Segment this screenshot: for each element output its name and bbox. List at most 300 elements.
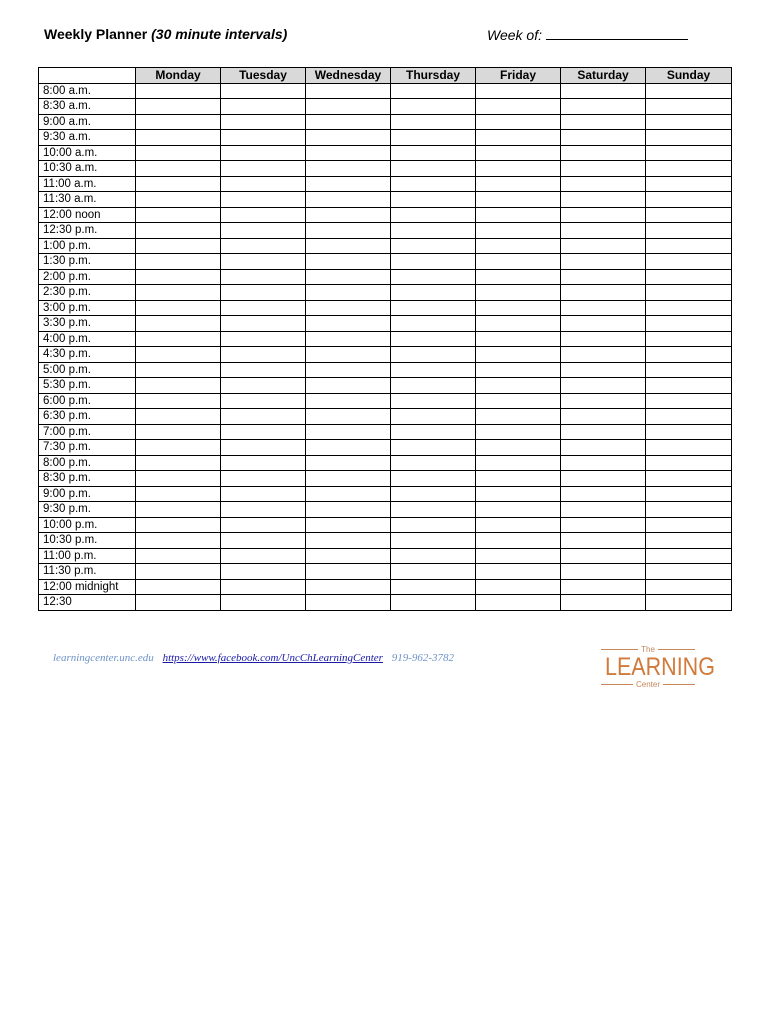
- table-row: [39, 471, 732, 487]
- slot-cell[interactable]: [561, 486, 646, 502]
- slot-cell[interactable]: [646, 300, 732, 316]
- time-label: 11:00 a.m.: [39, 176, 136, 192]
- slot-cell[interactable]: [221, 300, 306, 316]
- table-row: [39, 393, 732, 409]
- day-header-thursday: Thursday: [391, 68, 476, 84]
- week-of-label: Week of:: [487, 27, 542, 43]
- slot-cell[interactable]: [221, 502, 306, 518]
- slot-cell[interactable]: [476, 269, 561, 285]
- slot-cell[interactable]: [136, 393, 221, 409]
- slot-cell[interactable]: [476, 378, 561, 394]
- slot-cell[interactable]: [136, 130, 221, 146]
- slot-cell[interactable]: [136, 114, 221, 130]
- time-label: 2:30 p.m.: [39, 285, 136, 301]
- slot-cell[interactable]: [306, 393, 391, 409]
- slot-cell[interactable]: [646, 223, 732, 239]
- slot-cell[interactable]: [646, 362, 732, 378]
- slot-cell[interactable]: [561, 238, 646, 254]
- slot-cell[interactable]: [561, 579, 646, 595]
- slot-cell[interactable]: [476, 579, 561, 595]
- slot-cell[interactable]: [646, 192, 732, 208]
- time-label: 7:30 p.m.: [39, 440, 136, 456]
- slot-cell[interactable]: [136, 378, 221, 394]
- slot-cell[interactable]: [306, 238, 391, 254]
- table-row: [39, 114, 732, 130]
- time-label: 9:30 p.m.: [39, 502, 136, 518]
- table-row: [39, 595, 732, 611]
- slot-cell[interactable]: [306, 83, 391, 99]
- footer-facebook-link[interactable]: https://www.facebook.com/UncChLearningCenter: [162, 652, 383, 664]
- slot-cell[interactable]: [391, 471, 476, 487]
- slot-cell[interactable]: [476, 393, 561, 409]
- slot-cell[interactable]: [221, 362, 306, 378]
- logo-bottom-line: [598, 680, 698, 689]
- time-label: 9:30 a.m.: [39, 130, 136, 146]
- time-label: 8:00 p.m.: [39, 455, 136, 471]
- slot-cell[interactable]: [136, 316, 221, 332]
- slot-cell[interactable]: [646, 130, 732, 146]
- header-row: [39, 68, 732, 84]
- slot-cell[interactable]: [476, 455, 561, 471]
- slot-cell[interactable]: [561, 207, 646, 223]
- time-label: 9:00 a.m.: [39, 114, 136, 130]
- slot-cell[interactable]: [646, 238, 732, 254]
- slot-cell[interactable]: [561, 595, 646, 611]
- slot-cell[interactable]: [306, 192, 391, 208]
- slot-cell[interactable]: [561, 409, 646, 425]
- slot-cell[interactable]: [646, 83, 732, 99]
- slot-cell[interactable]: [561, 331, 646, 347]
- slot-cell[interactable]: [561, 362, 646, 378]
- slot-cell[interactable]: [136, 548, 221, 564]
- slot-cell[interactable]: [561, 99, 646, 115]
- week-of-field[interactable]: [546, 26, 688, 40]
- slot-cell[interactable]: [391, 378, 476, 394]
- time-label: 11:30 a.m.: [39, 192, 136, 208]
- week-of: [487, 26, 688, 43]
- slot-cell[interactable]: [561, 517, 646, 533]
- time-label: 7:00 p.m.: [39, 424, 136, 440]
- slot-cell[interactable]: [306, 114, 391, 130]
- table-row: [39, 83, 732, 99]
- slot-cell[interactable]: [306, 517, 391, 533]
- slot-cell[interactable]: [391, 192, 476, 208]
- slot-cell[interactable]: [561, 548, 646, 564]
- slot-cell[interactable]: [306, 130, 391, 146]
- slot-cell[interactable]: [136, 83, 221, 99]
- slot-cell[interactable]: [476, 362, 561, 378]
- slot-cell[interactable]: [646, 440, 732, 456]
- slot-cell[interactable]: [561, 254, 646, 270]
- table-row: [39, 285, 732, 301]
- slot-cell[interactable]: [136, 269, 221, 285]
- slot-cell[interactable]: [221, 176, 306, 192]
- slot-cell[interactable]: [391, 579, 476, 595]
- slot-cell[interactable]: [476, 440, 561, 456]
- slot-cell[interactable]: [306, 285, 391, 301]
- slot-cell[interactable]: [561, 176, 646, 192]
- slot-cell[interactable]: [221, 99, 306, 115]
- slot-cell[interactable]: [476, 161, 561, 177]
- slot-cell[interactable]: [391, 455, 476, 471]
- slot-cell[interactable]: [221, 285, 306, 301]
- time-label: 6:00 p.m.: [39, 393, 136, 409]
- slot-cell[interactable]: [136, 517, 221, 533]
- table-row: [39, 347, 732, 363]
- table-row: [39, 176, 732, 192]
- time-label: 4:30 p.m.: [39, 347, 136, 363]
- slot-cell[interactable]: [646, 145, 732, 161]
- slot-cell[interactable]: [646, 285, 732, 301]
- slot-cell[interactable]: [646, 517, 732, 533]
- slot-cell[interactable]: [221, 486, 306, 502]
- slot-cell[interactable]: [476, 300, 561, 316]
- slot-cell[interactable]: [646, 579, 732, 595]
- slot-cell[interactable]: [561, 161, 646, 177]
- slot-cell[interactable]: [561, 378, 646, 394]
- slot-cell[interactable]: [136, 440, 221, 456]
- slot-cell[interactable]: [136, 595, 221, 611]
- slot-cell[interactable]: [561, 347, 646, 363]
- slot-cell[interactable]: [221, 316, 306, 332]
- slot-cell[interactable]: [221, 145, 306, 161]
- logo-main-text: LEARNING: [605, 653, 715, 681]
- slot-cell[interactable]: [306, 579, 391, 595]
- slot-cell[interactable]: [561, 83, 646, 99]
- slot-cell[interactable]: [561, 502, 646, 518]
- slot-cell[interactable]: [306, 269, 391, 285]
- slot-cell[interactable]: [476, 517, 561, 533]
- slot-cell[interactable]: [476, 130, 561, 146]
- slot-cell[interactable]: [391, 409, 476, 425]
- table-row: [39, 300, 732, 316]
- slot-cell[interactable]: [391, 207, 476, 223]
- slot-cell[interactable]: [136, 486, 221, 502]
- slot-cell[interactable]: [391, 362, 476, 378]
- slot-cell[interactable]: [646, 254, 732, 270]
- slot-cell[interactable]: [221, 471, 306, 487]
- slot-cell[interactable]: [136, 362, 221, 378]
- slot-cell[interactable]: [306, 347, 391, 363]
- slot-cell[interactable]: [306, 440, 391, 456]
- slot-cell[interactable]: [646, 533, 732, 549]
- slot-cell[interactable]: [476, 316, 561, 332]
- slot-cell[interactable]: [136, 192, 221, 208]
- slot-cell[interactable]: [221, 83, 306, 99]
- day-header-wednesday: Wednesday: [306, 68, 391, 84]
- slot-cell[interactable]: [221, 331, 306, 347]
- slot-cell[interactable]: [306, 548, 391, 564]
- slot-cell[interactable]: [221, 223, 306, 239]
- time-label: 2:00 p.m.: [39, 269, 136, 285]
- slot-cell[interactable]: [476, 207, 561, 223]
- slot-cell[interactable]: [646, 176, 732, 192]
- slot-cell[interactable]: [136, 424, 221, 440]
- slot-cell[interactable]: [136, 331, 221, 347]
- slot-cell[interactable]: [136, 285, 221, 301]
- slot-cell[interactable]: [136, 564, 221, 580]
- slot-cell[interactable]: [391, 393, 476, 409]
- time-label: 12:30 p.m.: [39, 223, 136, 239]
- slot-cell[interactable]: [391, 254, 476, 270]
- footer-phone: 919-962-3782: [391, 652, 455, 664]
- slot-cell[interactable]: [476, 595, 561, 611]
- table-row: [39, 316, 732, 332]
- slot-cell[interactable]: [646, 161, 732, 177]
- table-row: [39, 486, 732, 502]
- slot-cell[interactable]: [221, 130, 306, 146]
- time-label: 10:00 p.m.: [39, 517, 136, 533]
- slot-cell[interactable]: [476, 285, 561, 301]
- slot-cell[interactable]: [221, 269, 306, 285]
- slot-cell[interactable]: [221, 579, 306, 595]
- slot-cell[interactable]: [476, 533, 561, 549]
- slot-cell[interactable]: [136, 300, 221, 316]
- slot-cell[interactable]: [136, 455, 221, 471]
- slot-cell[interactable]: [561, 285, 646, 301]
- slot-cell[interactable]: [306, 424, 391, 440]
- slot-cell[interactable]: [221, 409, 306, 425]
- slot-cell[interactable]: [306, 161, 391, 177]
- planner-table: [38, 67, 732, 611]
- slot-cell[interactable]: [391, 440, 476, 456]
- slot-cell[interactable]: [391, 564, 476, 580]
- slot-cell[interactable]: [561, 564, 646, 580]
- slot-cell[interactable]: [391, 533, 476, 549]
- slot-cell[interactable]: [136, 502, 221, 518]
- slot-cell[interactable]: [306, 486, 391, 502]
- slot-cell[interactable]: [221, 347, 306, 363]
- slot-cell[interactable]: [221, 564, 306, 580]
- slot-cell[interactable]: [476, 471, 561, 487]
- slot-cell[interactable]: [476, 347, 561, 363]
- slot-cell[interactable]: [561, 300, 646, 316]
- slot-cell[interactable]: [136, 99, 221, 115]
- slot-cell[interactable]: [476, 238, 561, 254]
- slot-cell[interactable]: [391, 595, 476, 611]
- time-label: 10:30 a.m.: [39, 161, 136, 177]
- slot-cell[interactable]: [221, 517, 306, 533]
- day-header-monday: Monday: [136, 68, 221, 84]
- slot-cell[interactable]: [561, 192, 646, 208]
- slot-cell[interactable]: [136, 471, 221, 487]
- slot-cell[interactable]: [221, 238, 306, 254]
- slot-cell[interactable]: [391, 161, 476, 177]
- slot-cell[interactable]: [646, 548, 732, 564]
- table-row: [39, 517, 732, 533]
- slot-cell[interactable]: [136, 145, 221, 161]
- slot-cell[interactable]: [476, 548, 561, 564]
- slot-cell[interactable]: [561, 455, 646, 471]
- slot-cell[interactable]: [391, 347, 476, 363]
- slot-cell[interactable]: [221, 207, 306, 223]
- slot-cell[interactable]: [646, 316, 732, 332]
- slot-cell[interactable]: [306, 595, 391, 611]
- slot-cell[interactable]: [221, 455, 306, 471]
- slot-cell[interactable]: [306, 254, 391, 270]
- slot-cell[interactable]: [646, 207, 732, 223]
- slot-cell[interactable]: [306, 331, 391, 347]
- table-row: [39, 455, 732, 471]
- slot-cell[interactable]: [391, 486, 476, 502]
- slot-cell[interactable]: [306, 502, 391, 518]
- logo-bottom-text: Center: [636, 680, 661, 689]
- slot-cell[interactable]: [476, 254, 561, 270]
- slot-cell[interactable]: [646, 564, 732, 580]
- slot-cell[interactable]: [136, 409, 221, 425]
- slot-cell[interactable]: [136, 161, 221, 177]
- slot-cell[interactable]: [221, 192, 306, 208]
- slot-cell[interactable]: [391, 316, 476, 332]
- slot-cell[interactable]: [391, 285, 476, 301]
- slot-cell[interactable]: [306, 455, 391, 471]
- table-row: [39, 378, 732, 394]
- title-subtitle: (30 minute intervals): [151, 26, 288, 42]
- slot-cell[interactable]: [136, 579, 221, 595]
- slot-cell[interactable]: [646, 114, 732, 130]
- slot-cell[interactable]: [306, 362, 391, 378]
- slot-cell[interactable]: [646, 393, 732, 409]
- time-label: 10:30 p.m.: [39, 533, 136, 549]
- slot-cell[interactable]: [646, 502, 732, 518]
- slot-cell[interactable]: [561, 393, 646, 409]
- slot-cell[interactable]: [561, 471, 646, 487]
- slot-cell[interactable]: [646, 486, 732, 502]
- table-row: [39, 238, 732, 254]
- slot-cell[interactable]: [391, 114, 476, 130]
- table-row: [39, 161, 732, 177]
- slot-cell[interactable]: [646, 331, 732, 347]
- time-label: 11:30 p.m.: [39, 564, 136, 580]
- slot-cell[interactable]: [476, 114, 561, 130]
- slot-cell[interactable]: [136, 347, 221, 363]
- slot-cell[interactable]: [136, 223, 221, 239]
- slot-cell[interactable]: [391, 424, 476, 440]
- slot-cell[interactable]: [221, 161, 306, 177]
- slot-cell[interactable]: [561, 440, 646, 456]
- slot-cell[interactable]: [561, 223, 646, 239]
- slot-cell[interactable]: [476, 424, 561, 440]
- slot-cell[interactable]: [391, 238, 476, 254]
- slot-cell[interactable]: [136, 176, 221, 192]
- slot-cell[interactable]: [646, 347, 732, 363]
- slot-cell[interactable]: [561, 145, 646, 161]
- slot-cell[interactable]: [221, 424, 306, 440]
- slot-cell[interactable]: [646, 595, 732, 611]
- table-row: [39, 269, 732, 285]
- slot-cell[interactable]: [391, 223, 476, 239]
- table-row: [39, 254, 732, 270]
- slot-cell[interactable]: [306, 223, 391, 239]
- slot-cell[interactable]: [646, 455, 732, 471]
- footer: [53, 652, 454, 664]
- time-label: 10:00 a.m.: [39, 145, 136, 161]
- slot-cell[interactable]: [476, 99, 561, 115]
- time-label: 1:00 p.m.: [39, 238, 136, 254]
- slot-cell[interactable]: [391, 300, 476, 316]
- slot-cell[interactable]: [646, 378, 732, 394]
- slot-cell[interactable]: [646, 409, 732, 425]
- time-label: 8:00 a.m.: [39, 83, 136, 99]
- slot-cell[interactable]: [221, 114, 306, 130]
- day-header-sunday: Sunday: [646, 68, 732, 84]
- slot-cell[interactable]: [391, 176, 476, 192]
- slot-cell[interactable]: [306, 207, 391, 223]
- slot-cell[interactable]: [476, 83, 561, 99]
- slot-cell[interactable]: [561, 130, 646, 146]
- slot-cell[interactable]: [306, 99, 391, 115]
- slot-cell[interactable]: [136, 238, 221, 254]
- slot-cell[interactable]: [306, 409, 391, 425]
- slot-cell[interactable]: [646, 471, 732, 487]
- slot-cell[interactable]: [306, 300, 391, 316]
- slot-cell[interactable]: [476, 331, 561, 347]
- slot-cell[interactable]: [391, 145, 476, 161]
- slot-cell[interactable]: [306, 378, 391, 394]
- slot-cell[interactable]: [391, 269, 476, 285]
- slot-cell[interactable]: [306, 564, 391, 580]
- slot-cell[interactable]: [646, 269, 732, 285]
- slot-cell[interactable]: [221, 548, 306, 564]
- slot-cell[interactable]: [221, 595, 306, 611]
- slot-cell[interactable]: [391, 99, 476, 115]
- slot-cell[interactable]: [221, 533, 306, 549]
- slot-cell[interactable]: [391, 548, 476, 564]
- slot-cell[interactable]: [306, 316, 391, 332]
- slot-cell[interactable]: [221, 440, 306, 456]
- slot-cell[interactable]: [306, 533, 391, 549]
- slot-cell[interactable]: [561, 424, 646, 440]
- slot-cell[interactable]: [221, 378, 306, 394]
- slot-cell[interactable]: [476, 502, 561, 518]
- slot-cell[interactable]: [561, 533, 646, 549]
- slot-cell[interactable]: [136, 254, 221, 270]
- slot-cell[interactable]: [136, 533, 221, 549]
- time-label: 8:30 a.m.: [39, 99, 136, 115]
- slot-cell[interactable]: [476, 176, 561, 192]
- slot-cell[interactable]: [561, 316, 646, 332]
- slot-cell[interactable]: [391, 331, 476, 347]
- slot-cell[interactable]: [476, 409, 561, 425]
- slot-cell[interactable]: [391, 502, 476, 518]
- slot-cell[interactable]: [646, 99, 732, 115]
- time-label: 3:00 p.m.: [39, 300, 136, 316]
- slot-cell[interactable]: [391, 83, 476, 99]
- slot-cell[interactable]: [306, 471, 391, 487]
- slot-cell[interactable]: [476, 145, 561, 161]
- slot-cell[interactable]: [646, 424, 732, 440]
- slot-cell[interactable]: [306, 176, 391, 192]
- slot-cell[interactable]: [221, 254, 306, 270]
- table-row: [39, 223, 732, 239]
- slot-cell[interactable]: [221, 393, 306, 409]
- slot-cell[interactable]: [476, 192, 561, 208]
- slot-cell[interactable]: [476, 486, 561, 502]
- slot-cell[interactable]: [476, 564, 561, 580]
- slot-cell[interactable]: [391, 130, 476, 146]
- slot-cell[interactable]: [391, 517, 476, 533]
- slot-cell[interactable]: [306, 145, 391, 161]
- slot-cell[interactable]: [561, 114, 646, 130]
- slot-cell[interactable]: [136, 207, 221, 223]
- slot-cell[interactable]: [476, 223, 561, 239]
- time-label: 12:00 noon: [39, 207, 136, 223]
- slot-cell[interactable]: [561, 269, 646, 285]
- table-row: [39, 145, 732, 161]
- footer-website[interactable]: learningcenter.unc.edu: [53, 652, 154, 664]
- time-label: 12:00 midnight: [39, 579, 136, 595]
- day-header-friday: Friday: [476, 68, 561, 84]
